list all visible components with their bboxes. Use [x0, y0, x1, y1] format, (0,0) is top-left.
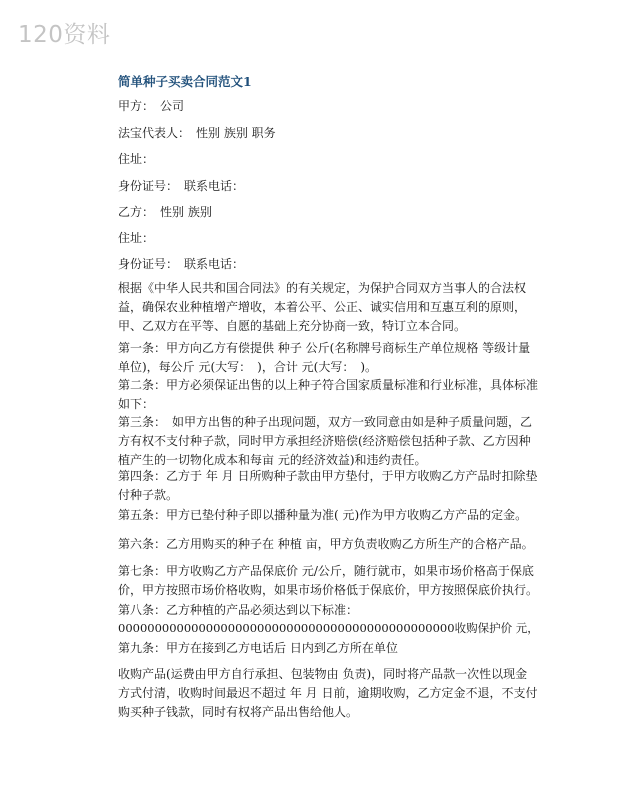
article-6: 第六条：乙方用购买的种子在 种植 亩，甲方负责收购乙方所生产的合格产品。	[118, 537, 534, 551]
document-title: 简单种子买卖合同范文1	[118, 74, 252, 89]
party-b-line: 乙方： 性别 族别	[118, 205, 212, 219]
watermark-logo: 120资料	[18, 22, 111, 48]
article-5: 第五条：甲方已垫付种子即以播种量为准( 元)作为甲方收购乙方产品的定金。	[118, 508, 528, 522]
party-a-line: 甲方： 公司	[118, 99, 185, 113]
article-7: 第七条：甲方收购乙方产品保底价 元/公斤，随行就市，如果市场价格高于保底价，甲方按照市场价格收购，如果市场价格低于保底价，甲方按照保底价执行。	[118, 564, 539, 597]
id-b-line: 身份证号： 联系电话：	[118, 257, 245, 271]
address-b-line: 住址：	[118, 231, 155, 245]
legal-rep-line: 法宝代表人： 性别 族别 职务	[118, 126, 276, 140]
article-9: 第九条：甲方在接到乙方电话后 日内到乙方所在单位	[118, 641, 398, 655]
id-a-line: 身份证号： 联系电话：	[118, 179, 245, 193]
intro-paragraph: 根据《中华人民共和国合同法》的有关规定，为保护合同双方当事人的合法权益，确保农业种植增产增收，本着公平、公正、诚实信用和互惠互利的原则，甲、乙双方在平等、自愿的基础上充分协商一致，特订立本合同。	[118, 281, 527, 333]
article-8-head: 第八条：乙方种植的产品必须达到以下标准：	[118, 603, 359, 617]
article-4: 第四条：乙方于 年 月 日所购种子款由甲方垫付，于甲方收购乙方产品时扣除垫付种子款。	[118, 469, 538, 502]
closing-paragraph: 收购产品(运费由甲方自行承担、包装物由 负责)，同时将产品款一次性以现金方式付清，收购时间最迟不超过 年 月 日前，逾期收购，乙方定金不退，不支付购买种子钱款，同时有权将产品出售给他人。	[118, 667, 538, 719]
address-a-line: 住址：	[118, 152, 155, 166]
article-8-standard: 0000000000000000000000000000000000000000000000收购保护价 元，	[118, 621, 539, 635]
article-1: 第一条：甲方向乙方有偿提供 种子 公斤(名称牌号商标生产单位规格 等级计量单位)，每公斤 元(大写： )，合计 元(大写： )。	[118, 341, 531, 374]
article-2: 第二条：甲方必须保证出售的以上种子符合国家质量标准和行业标准，具体标准如下：	[118, 378, 539, 411]
article-3: 第三条： 如甲方出售的种子出现问题，双方一致同意由如是种子质量问题，乙方有权不支付种子款，同时甲方承担经济赔偿(经济赔偿包括种子款、乙方因种植产生的一切物化成本和每亩 元的经济效益)和违约责任。	[118, 415, 533, 467]
